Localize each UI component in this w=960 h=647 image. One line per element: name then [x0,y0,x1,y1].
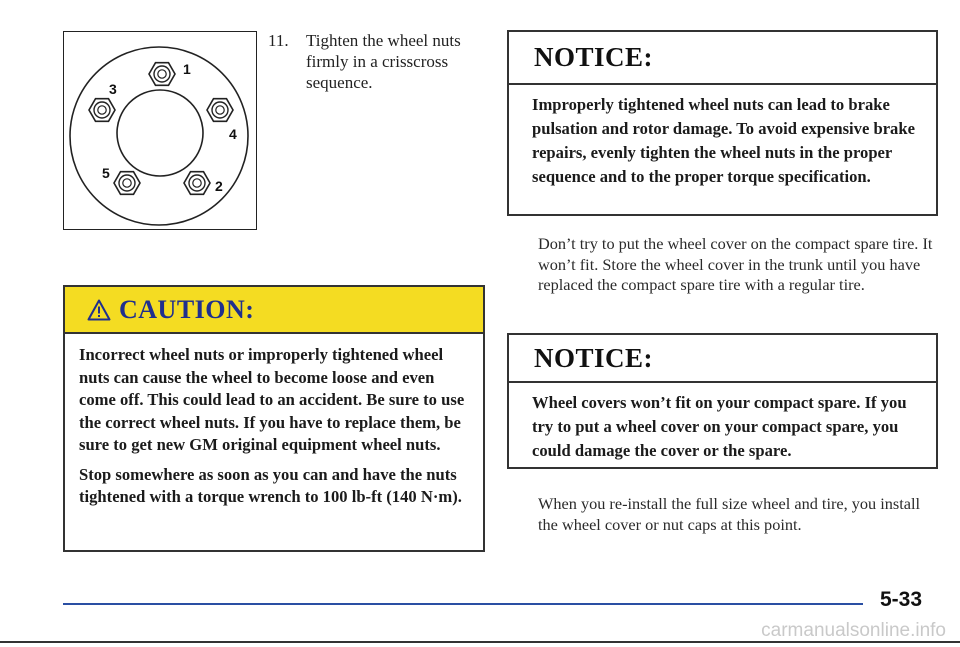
caution-header [65,287,483,334]
notice-title: NOTICE: [509,335,936,383]
wheel-cover-paragraph: Don’t try to put the wheel cover on the compact spare tire. It won’t fit. Store the wheel cover in the trunk until you have replaced the compact spare tire with a regular tire. [538,234,933,294]
notice-box-wheel-cover [507,333,938,469]
lug-nut-4-icon [207,99,233,122]
step-text: Tighten the wheel nuts firmly in a crisscross sequence. [306,31,461,92]
notice-title: NOTICE: [509,32,936,85]
notice-text: Improperly tightened wheel nuts can lead to brake pulsation and rotor damage. To avoid expensive brake repairs, evenly tighten the wheel nuts in the proper sequence and to the proper torque specification. [532,95,915,186]
warning-triangle-icon [87,299,111,321]
caution-body [65,334,483,509]
page-number: 5-33 [880,588,923,611]
footer-rule [63,603,863,605]
notice-text: Wheel covers won’t fit on your compact spare. If you try to put a wheel cover on your compact spare, you could damage the cover or the spare. [532,393,907,460]
lug-label-4: 4 [229,126,237,142]
bottom-border [0,641,960,643]
lug-label-2: 2 [215,178,223,194]
notice-box-brake [507,30,938,216]
hub-outline [117,90,203,176]
lug-nut-3-icon [89,99,115,122]
caution-paragraph-1: Incorrect wheel nuts or improperly tightened wheel nuts can cause the wheel to become loose and even come off. This could lead to an accident. Be sure to use the correct wheel nuts. If you have to replace them, be sure to get new GM original equipment wheel nuts. [79,345,465,454]
lug-nut-1-icon [149,63,175,86]
caution-title: CAUTION: [119,294,255,324]
step-11 [268,30,468,93]
lug-nut-5-icon [114,172,140,195]
caution-box [63,285,485,552]
wheel-hub-illustration [64,32,255,228]
caution-paragraph-2: Stop somewhere as soon as you can and have the nuts tightened with a torque wrench to 100 lb-ft (140 N·m). [79,464,462,506]
lug-nut-2-icon [184,172,210,195]
reinstall-paragraph: When you re-install the full size wheel and tire, you install the wheel cover or nut caps at this point. [538,494,921,534]
watermark: carmanualsonline.info [761,620,946,641]
lug-label-3: 3 [109,81,117,97]
step-number: 11. [268,31,289,50]
lug-label-5: 5 [102,165,110,181]
lug-label-1: 1 [183,61,191,77]
wheel-nut-diagram [63,31,257,230]
